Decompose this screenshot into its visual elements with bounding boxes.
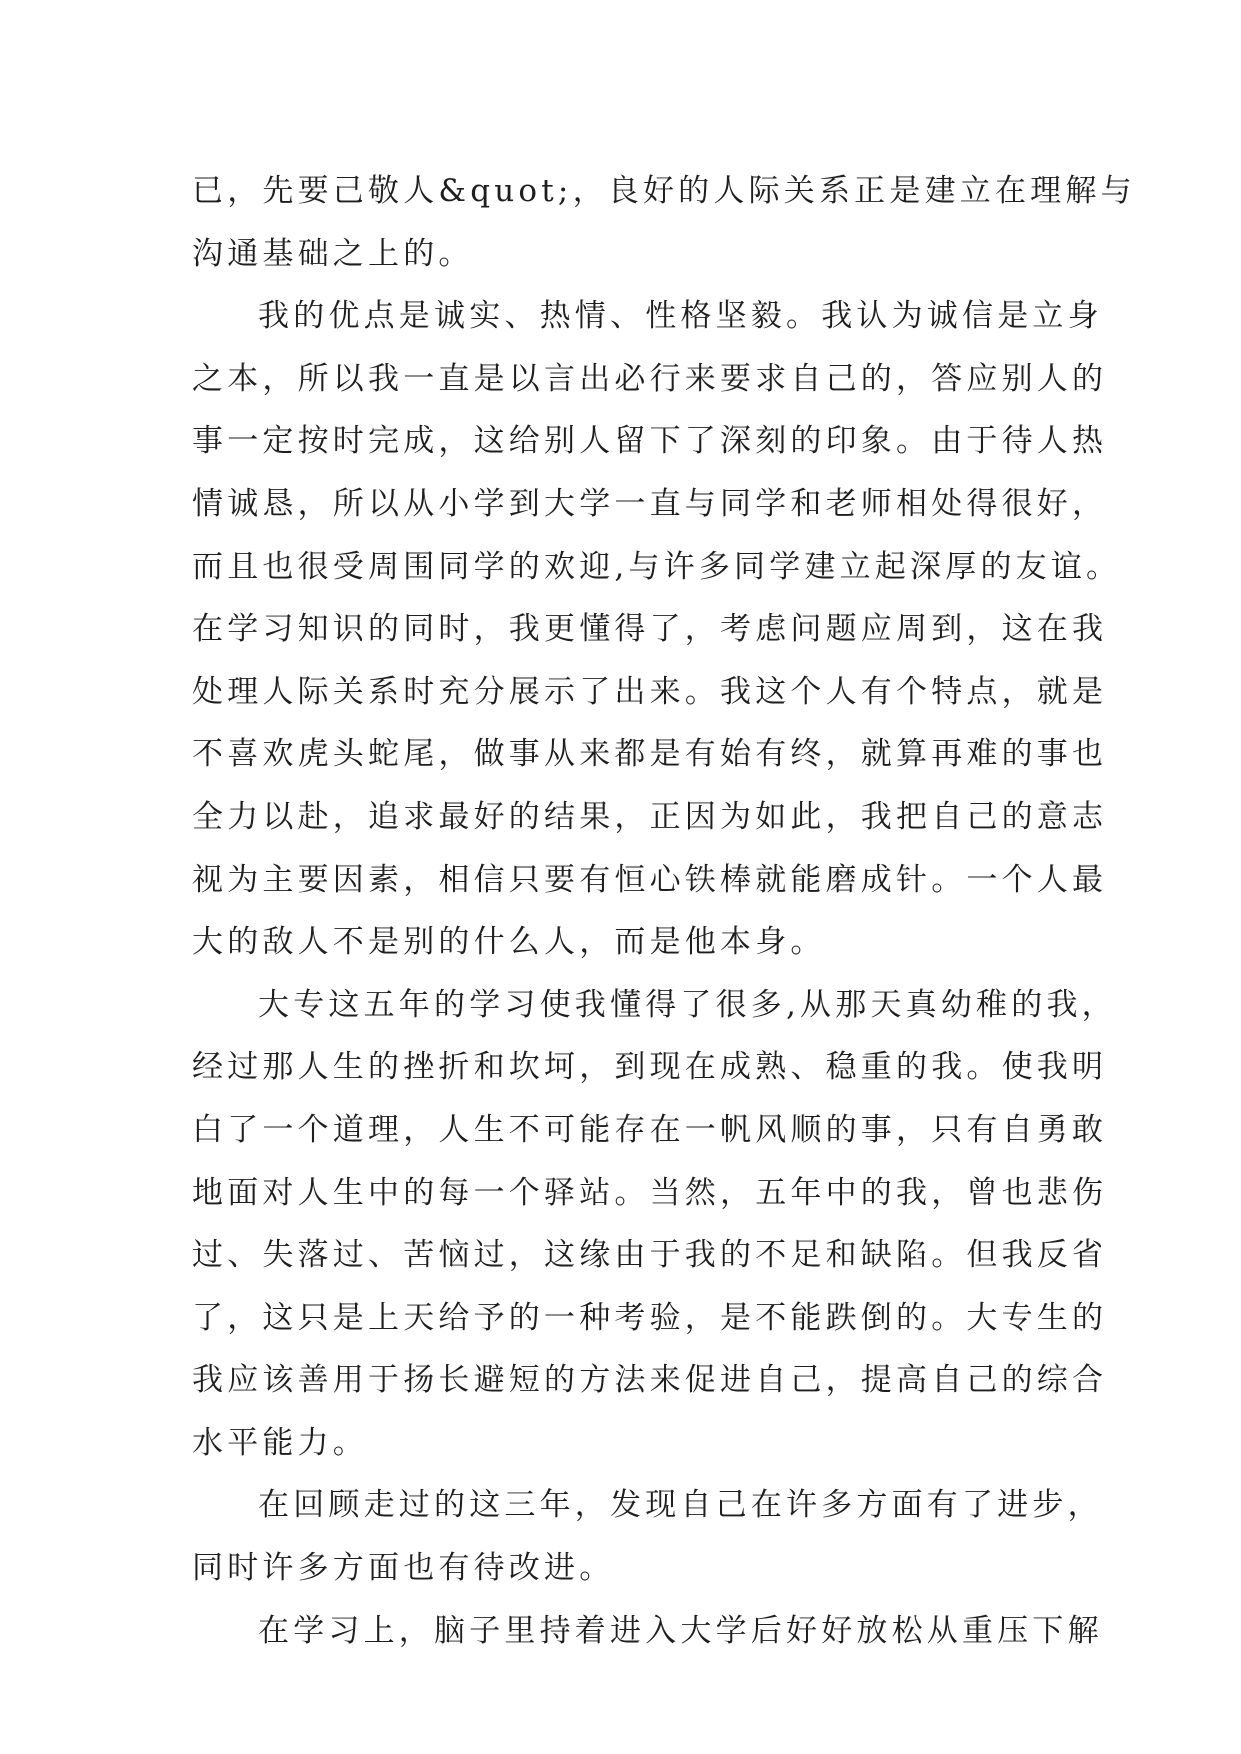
- text-line: 白了一个道理，人生不可能存在一帆风顺的事，只有自勇敢: [192, 1111, 1108, 1148]
- text-line: 而且也很受周围同学的欢迎,与许多同学建立起深厚的友谊。: [192, 548, 1122, 585]
- text-line: 沟通基础之上的。: [192, 235, 474, 272]
- text-line: 了，这只是上天给予的一种考验，是不能跌倒的。大专生的: [192, 1299, 1108, 1336]
- text-line: 在学习知识的同时，我更懂得了，考虑问题应周到，这在我: [192, 611, 1108, 648]
- text-line: 大专这五年的学习使我懂得了很多,从那天真幼稚的我，: [258, 986, 1117, 1023]
- text-line: 情诚恳，所以从小学到大学一直与同学和老师相处得很好，: [192, 485, 1108, 522]
- text-line: 处理人际关系时充分展示了出来。我这个人有个特点，就是: [192, 673, 1108, 710]
- text-line: 大的敌人不是别的什么人，而是他本身。: [192, 924, 826, 961]
- text-line: 视为主要因素，相信只要有恒心铁棒就能磨成针。一个人最: [192, 861, 1108, 898]
- text-line: 在回顾走过的这三年，发现自己在许多方面有了进步，: [258, 1487, 1103, 1524]
- text-line: 全力以赴，追求最好的结果，正因为如此，我把自己的意志: [192, 798, 1108, 835]
- text-line: 过、失落过、苦恼过，这缘由于我的不足和缺陷。但我反省: [192, 1237, 1108, 1274]
- text-line: 同时许多方面也有待改进。: [192, 1550, 615, 1587]
- text-line: 在学习上，脑子里持着进入大学后好好放松从重压下解: [258, 1612, 1103, 1649]
- text-line: 地面对人生中的每一个驿站。当然，五年中的我，曾也悲伤: [192, 1174, 1108, 1211]
- text-line: 我的优点是诚实、热情、性格坚毅。我认为诚信是立身: [258, 298, 1103, 335]
- text-line: 之本，所以我一直是以言出必行来要求自己的，答应别人的: [192, 360, 1108, 397]
- text-line: 水平能力。: [192, 1424, 368, 1461]
- text-line: 已，先要己敬人&quot;，良好的人际关系正是建立在理解与: [192, 173, 1136, 209]
- text-line: 经过那人生的挫折和坎坷，到现在成熟、稳重的我。使我明: [192, 1049, 1108, 1086]
- text-line: 我应该善用于扬长避短的方法来促进自己，提高自己的综合: [192, 1362, 1108, 1399]
- document-body: [192, 160, 1136, 1662]
- text-line: 事一定按时完成，这给别人留下了深刻的印象。由于待人热: [192, 423, 1108, 460]
- text-line: 不喜欢虎头蛇尾，做事从来都是有始有终，就算再难的事也: [192, 736, 1108, 773]
